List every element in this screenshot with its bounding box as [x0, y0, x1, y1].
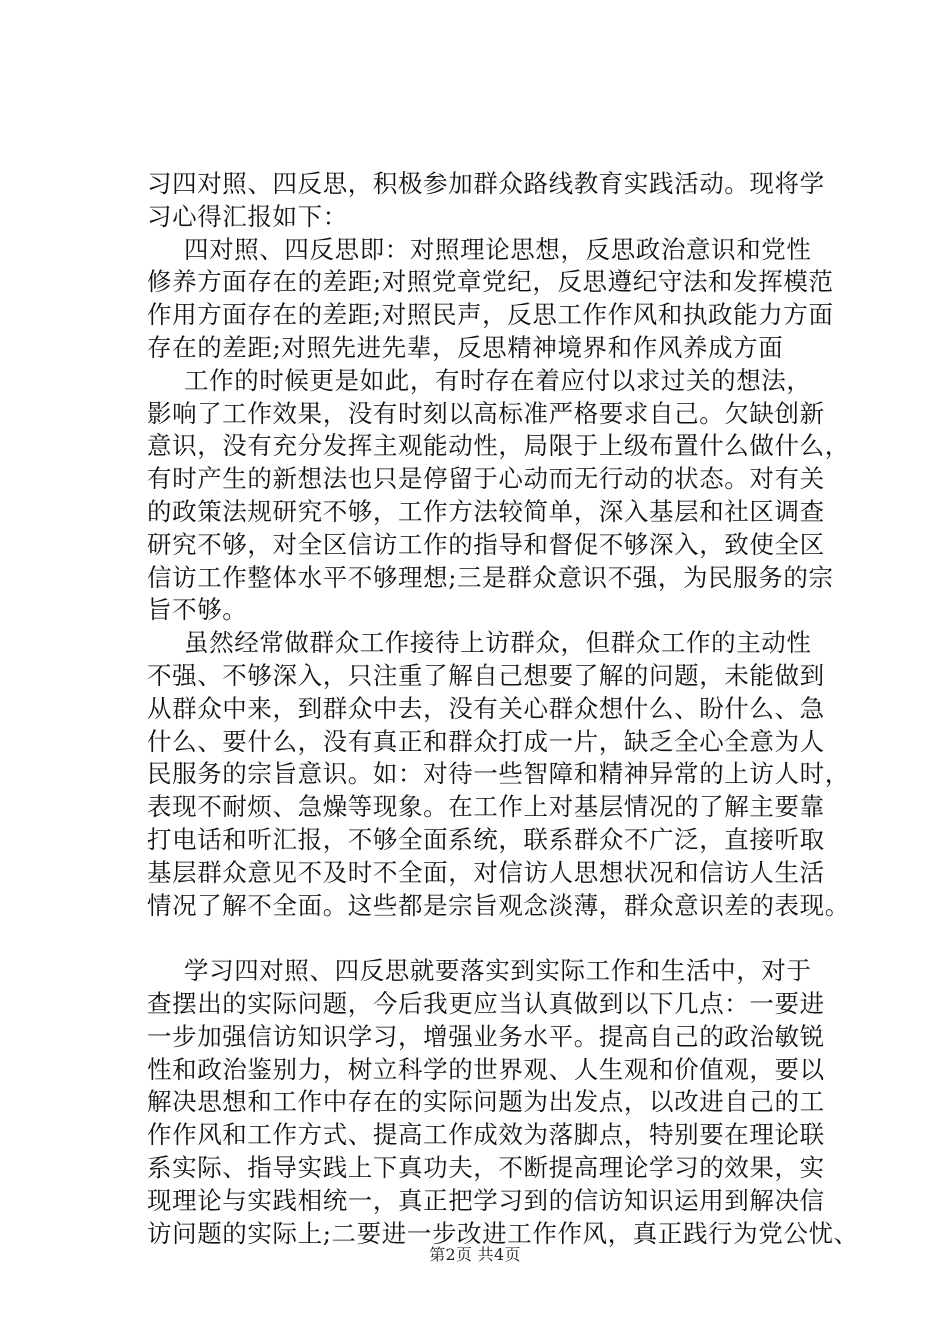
text-line: 情况了解不全面。这些都是宗旨观念淡薄，群众意识差的表现。	[147, 890, 850, 920]
text-line: 信访工作整体水平不够理想;三是群众意识不强，为民服务的宗	[147, 562, 834, 592]
text-line: 民服务的宗旨意识。如：对待一些智障和精神异常的上访人时，	[147, 759, 850, 789]
page-footer: 第2页 共4页	[429, 1245, 521, 1264]
text-line: 有时产生的新想法也只是停留于心动而无行动的状态。对有关	[147, 464, 825, 494]
document-body	[147, 168, 859, 1250]
paragraph	[147, 627, 850, 922]
text-line: 一步加强信访知识学习，增强业务水平。提高自己的政治敏锐	[147, 1021, 825, 1051]
text-line: 访问题的实际上;二要进一步改进工作作风，真正践行为党公忧、	[147, 1218, 859, 1248]
text-line: 存在的差距;对照先进先辈，反思精神境界和作风养成方面	[147, 332, 784, 362]
paragraph-spacer	[147, 922, 837, 955]
text-line: 基层群众意见不及时不全面，对信访人思想状况和信访人生活	[147, 857, 825, 887]
text-line: 表现不耐烦、急燥等现象。在工作上对基层情况的了解主要靠	[147, 792, 825, 822]
text-line: 什么、要什么，没有真正和群众打成一片，缺乏全心全意为人	[147, 726, 825, 756]
text-line: 从群众中来，到群众中去，没有关心群众想什么、盼什么、急	[147, 693, 825, 723]
text-line: 作作风和工作方式、提高工作成效为落脚点，特别要在理论联	[147, 1120, 825, 1150]
text-line: 学习四对照、四反思就要落实到实际工作和生活中，对于	[184, 956, 812, 986]
paragraph	[147, 955, 859, 1250]
text-line: 的政策法规研究不够，工作方法较简单，深入基层和社区调查	[147, 496, 825, 526]
paragraph	[147, 234, 837, 365]
text-line: 影响了工作效果，没有时刻以高标准严格要求自己。欠缺创新	[147, 398, 825, 428]
text-line: 旨不够。	[147, 595, 248, 625]
text-line: 修养方面存在的差距;对照党章党纪，反思遵纪守法和发挥模范	[147, 267, 834, 297]
paragraph	[147, 365, 850, 627]
paragraph	[147, 168, 837, 234]
text-line: 习四对照、四反思，积极参加群众路线教育实践活动。现将学	[147, 169, 825, 198]
text-line: 系实际、指导实践上下真功夫，不断提高理论学习的效果，实	[147, 1152, 825, 1182]
text-line: 作用方面存在的差距;对照民声，反思工作作风和执政能力方面	[147, 300, 834, 330]
text-line: 工作的时候更是如此，有时存在着应付以求过关的想法，	[184, 365, 812, 395]
text-line: 四对照、四反思即：对照理论思想，反思政治意识和党性	[184, 234, 812, 264]
text-line: 查摆出的实际问题，今后我更应当认真做到以下几点：一要进	[147, 988, 825, 1018]
text-line: 打电话和听汇报，不够全面系统，联系群众不广泛，直接听取	[147, 824, 825, 854]
text-line: 现理论与实践相统一，真正把学习到的信访知识运用到解决信	[147, 1185, 825, 1215]
text-line: 性和政治鉴别力，树立科学的世界观、人生观和价值观，要以	[147, 1054, 825, 1084]
text-line: 不强、不够深入，只注重了解自己想要了解的问题，未能做到	[147, 660, 825, 690]
text-line: 虽然经常做群众工作接待上访群众，但群众工作的主动性	[184, 628, 812, 658]
text-line: 解决思想和工作中存在的实际问题为出发点，以改进自己的工	[147, 1087, 825, 1117]
text-line: 意识，没有充分发挥主观能动性，局限于上级布置什么做什么，	[147, 431, 850, 461]
text-line: 习心得汇报如下：	[147, 201, 348, 231]
text-line: 研究不够，对全区信访工作的指导和督促不够深入，致使全区	[147, 529, 825, 559]
